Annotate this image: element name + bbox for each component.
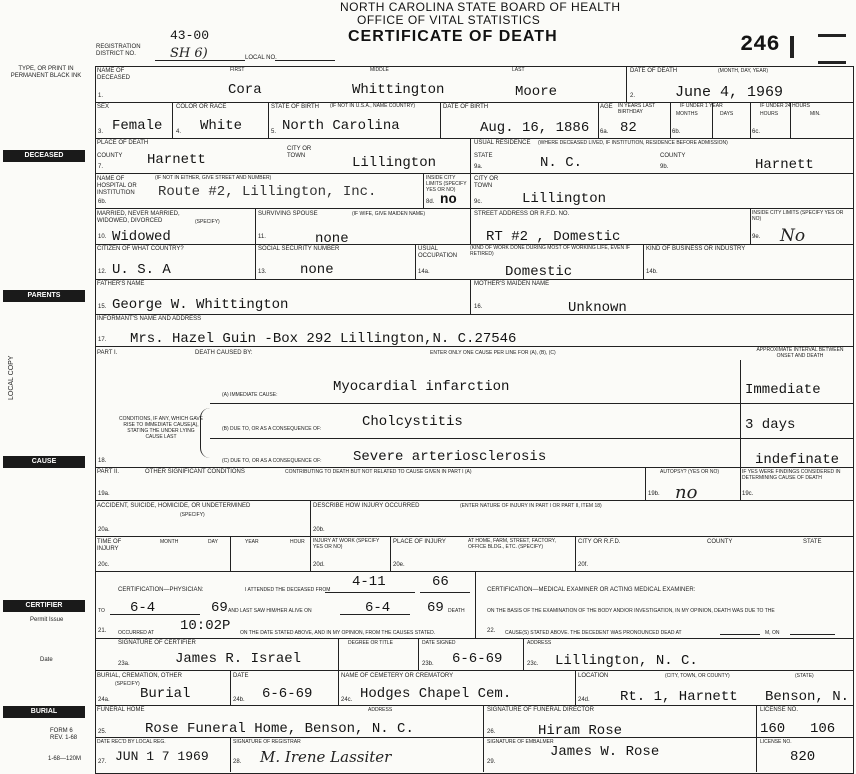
item-number: 6b. (98, 199, 107, 205)
registration-district-label: REGISTRATION DISTRICT NO. (96, 44, 141, 57)
embalmer-value: James W. Rose (550, 744, 660, 760)
place-of-injury-note: AT HOME, FARM, STREET, FACTORY, OFFICE BLDG., ETC. (SPECIFY) (468, 538, 556, 550)
section-cause-label: CAUSE (3, 456, 85, 468)
item-number: 1. (98, 93, 104, 99)
occupation-label: USUAL OCCUPATION (418, 246, 458, 259)
item-number: 9c. (474, 199, 483, 205)
middle-name-value: Whittington (352, 82, 445, 98)
location-label: LOCATION (578, 673, 609, 679)
inside-city-label-2: INSIDE CITY LIMITS (SPECIFY YES OR NO) (752, 210, 844, 222)
item-number: 9e. (752, 234, 761, 240)
death-word-label: DEATH (448, 608, 465, 614)
residence-county-value: Harnett (755, 157, 814, 173)
burial-date-value: 6-6-69 (262, 686, 313, 702)
item-number: 29. (487, 759, 496, 765)
last-name-value: Moore (515, 84, 558, 100)
item-number: 20f. (578, 562, 589, 568)
injury-state-label: STATE (803, 539, 822, 545)
burial-specify: (SPECIFY) (115, 681, 140, 687)
mother-label: MOTHER'S MAIDEN NAME (474, 281, 550, 287)
interval-c-value: indefinate (755, 452, 840, 468)
local-copy-label: LOCAL COPY (8, 355, 15, 400)
occupation-note: (KIND OF WORK DONE DURING MOST OF WORKING LIFE, EVEN IF RETIRED) (470, 245, 630, 257)
funeral-home-label: FUNERAL HOME (97, 707, 145, 713)
last-saw-year-value: 69 (427, 600, 444, 616)
last-saw-value: 6-4 (365, 600, 391, 616)
place-of-death-label: PLACE OF DEATH (97, 140, 149, 146)
item-number: 26. (487, 729, 496, 735)
injury-day-label: DAY (208, 539, 218, 545)
causes-stated-label: CAUSE(S) STATED ABOVE. THE DECEDENT WAS PRONOUNCED DEAD AT (505, 630, 682, 636)
item-number: 20c. (98, 562, 110, 568)
burial-label: BURIAL, CREMATION, OTHER (97, 673, 182, 679)
item-number: 8d. (426, 199, 435, 205)
item-number: 18. (98, 458, 107, 464)
item-number: 28. (233, 759, 242, 765)
conditions-bracket (200, 408, 211, 458)
section-certifier-label: CERTIFIER (3, 600, 85, 612)
sex-label: SEX (97, 104, 110, 110)
item-number: 24c. (341, 697, 353, 703)
permit-issue-label: Permit Issue (30, 617, 64, 623)
first-name-value: Cora (228, 82, 262, 98)
street-value: RT #2 , Domestic (486, 229, 621, 245)
due-to-c-label: (C) DUE TO, OR AS A CONSEQUENCE OF: (222, 458, 322, 464)
certificate-number-mark (790, 36, 794, 58)
attended-from-value: 4-11 (352, 574, 386, 590)
certificate-number-mark2 (818, 34, 846, 64)
item-number: 22. (487, 628, 496, 634)
cert-physician-label: CERTIFICATION—PHYSICIAN: (118, 587, 204, 593)
item-number: 3. (98, 129, 104, 135)
citizen-label: CITIZEN OF WHAT COUNTRY? (97, 246, 184, 252)
color-race-label: COLOR OR RACE (176, 104, 227, 110)
ssn-label: SOCIAL SECURITY NUMBER (258, 246, 340, 252)
days-label: DAYS (720, 111, 734, 117)
injury-hour-label: HOUR (290, 539, 305, 545)
item-number: 4. (176, 129, 182, 135)
form-code: 1-68—120M (48, 756, 82, 762)
last-label: LAST (512, 67, 525, 73)
last-saw-label: AND LAST SAW HIM/HER ALIVE ON (228, 608, 312, 614)
under-1-year-label: IF UNDER 1 YEAR (680, 103, 723, 109)
sig-embalmer-label: SIGNATURE OF EMBALMER (487, 739, 554, 745)
county-label: COUNTY (97, 153, 123, 159)
certifier-value: James R. Israel (175, 651, 302, 667)
min-label: MIN. (810, 111, 821, 117)
occurred-label: OCCURRED AT (118, 630, 155, 636)
attended-label: I ATTENDED THE DECEASED FROM (245, 587, 331, 593)
item-number: 25. (98, 729, 107, 735)
date-signed-label: DATE SIGNED (422, 640, 456, 646)
cause-b-value: Cholcystitis (362, 414, 463, 430)
location-state-label: (STATE) (795, 673, 814, 679)
state-of-birth-value: North Carolina (282, 118, 400, 134)
item-number: 6b. (672, 129, 681, 135)
state-label: STATE (474, 153, 493, 159)
item-number: 9b. (660, 164, 669, 170)
date-of-death-value: June 4, 1969 (675, 84, 784, 101)
item-number: 23b. (422, 661, 434, 667)
age-value: 82 (620, 120, 637, 136)
residence-city-label: CITY OR TOWN (474, 176, 499, 189)
board-heading: NORTH CAROLINA STATE BOARD OF HEALTH (340, 0, 621, 14)
item-number: 16. (474, 304, 483, 310)
item-number: 27. (98, 759, 107, 765)
age-label: AGE (600, 104, 613, 110)
citizen-value: U. S. A (112, 262, 171, 278)
registration-handwritten: SH 6) (170, 46, 208, 61)
item-number: 19a. (98, 491, 110, 497)
item-number: 20e. (393, 562, 405, 568)
hours-label: HOURS (760, 111, 779, 117)
attended-from-year-value: 66 (432, 574, 449, 590)
injury-note: (ENTER NATURE OF INJURY IN PART I OR PART II, ITEM 18) (460, 503, 602, 509)
registrar-signature: M. Irene Lassiter (260, 748, 392, 766)
date-of-birth-value: Aug. 16, 1886 (480, 120, 590, 136)
occupation-value: Domestic (505, 264, 573, 280)
name-label: NAME OF DECEASED (97, 68, 131, 81)
location-note: (CITY, TOWN, OR COUNTY) (665, 673, 730, 679)
residence-city-value: Lillington (522, 191, 607, 207)
other-conditions-label: OTHER SIGNIFICANT CONDITIONS (145, 469, 245, 475)
date-signed-value: 6-6-69 (452, 651, 503, 667)
item-number: 23c. (527, 661, 539, 667)
item-number: 12. (98, 269, 107, 275)
local-no-label: LOCAL NO. (245, 55, 277, 61)
inside-city-label: INSIDE CITY LIMITS (SPECIFY YES OR NO) (426, 175, 467, 193)
informant-value: Mrs. Hazel Guin -Box 292 Lillington,N. C.27546 (130, 331, 517, 347)
father-value: George W. Whittington (112, 297, 289, 313)
director-value: Hiram Rose (538, 723, 623, 739)
item-number: 24d. (578, 697, 590, 703)
item-number: 7. (98, 164, 104, 170)
location-value: Rt. 1, Harnett (620, 689, 738, 705)
injury-county-label: COUNTY (707, 539, 733, 545)
state-of-birth-label: STATE OF BIRTH (271, 104, 320, 110)
date-of-death-label: DATE OF DEATH (630, 68, 678, 74)
middle-label: MIDDLE (370, 67, 389, 73)
hospital-value: Route #2, Lillington, Inc. (158, 184, 377, 200)
license-2-label: LICENSE NO. (760, 739, 792, 745)
date-of-death-format: (MONTH, DAY, YEAR) (718, 68, 769, 74)
inside-city-value-2: No (780, 226, 806, 246)
part-2-label: PART II. (97, 469, 120, 475)
certificate-title: CERTIFICATE OF DEATH (348, 28, 558, 45)
ink-instruction: TYPE, OR PRINT IN PERMANENT BLACK INK (10, 66, 82, 79)
marital-value: Widowed (112, 229, 171, 245)
burial-date-label: DATE (233, 673, 249, 679)
license-2-value: 820 (790, 749, 816, 765)
marital-specify: (SPECIFY) (195, 219, 220, 225)
usual-residence-label: USUAL RESIDENCE (474, 140, 531, 146)
interval-b-value: 3 days (745, 417, 796, 433)
due-to-b-label: (B) DUE TO, OR AS A CONSEQUENCE OF: (222, 426, 322, 432)
to-date-value: 6-4 (130, 600, 156, 616)
part-1-label: PART I. (97, 350, 118, 356)
under-24-hours-label: IF UNDER 24 HOURS (760, 103, 811, 109)
item-number: 5. (271, 129, 277, 135)
cemetery-value: Hodges Chapel Cem. (360, 686, 512, 702)
street-label: STREET ADDRESS OR R.F.D. NO. (474, 211, 570, 217)
date-received-label: DATE REC'D BY LOCAL REG. (97, 739, 166, 745)
cause-c-value: Severe arteriosclerosis (353, 449, 547, 465)
cert-examiner-label: CERTIFICATION—MEDICAL EXAMINER OR ACTING MEDICAL EXAMINER: (487, 587, 696, 593)
item-number: 24a. (98, 697, 110, 703)
item-number: 9a. (474, 164, 483, 170)
residence-state-value: N. C. (540, 155, 583, 171)
item-number: 13. (258, 269, 267, 275)
other-conditions-note: CONTRIBUTING TO DEATH BUT NOT RELATED TO CAUSE GIVEN IN PART I (A) (285, 469, 472, 475)
informant-label: INFORMANT'S NAME AND ADDRESS (97, 316, 202, 322)
accident-specify: (SPECIFY) (180, 512, 205, 518)
county-of-death-value: Harnett (147, 152, 206, 168)
ssn-value: none (300, 262, 334, 278)
item-number: 20a. (98, 527, 110, 533)
describe-injury-label: DESCRIBE HOW INJURY OCCURRED (313, 503, 420, 509)
cause-a-value: Myocardial infarction (333, 379, 510, 395)
city-of-death-value: Lillington (352, 155, 437, 171)
office-heading: OFFICE OF VITAL STATISTICS (357, 13, 541, 27)
form-number: FORM 6 REV. 1-68 (50, 728, 78, 741)
item-number: 23a. (118, 661, 130, 667)
autopsy-label: AUTOPSY? (YES OR NO) (660, 469, 720, 475)
hospital-note: (IF NOT IN EITHER, GIVE STREET AND NUMBER) (155, 175, 272, 181)
item-number: 20b. (313, 527, 325, 533)
registration-district-value: 43-00 (170, 28, 210, 43)
father-label: FATHER'S NAME (97, 281, 145, 287)
degree-label: DEGREE OR TITLE (348, 640, 393, 646)
injury-city-label: CITY OR R.F.D. (578, 539, 621, 545)
place-of-injury-label: PLACE OF INJURY (393, 539, 446, 545)
date-of-birth-label: DATE OF BIRTH (443, 104, 489, 110)
item-number: 17. (98, 337, 107, 343)
m-on-label: M, ON (765, 630, 780, 636)
item-number: 21. (98, 628, 107, 634)
license-value: 160 (760, 721, 786, 737)
certificate-number: 246 (740, 32, 780, 57)
item-number: 24b. (233, 697, 245, 703)
item-number: 14b. (646, 269, 658, 275)
item-number: 19b. (648, 491, 660, 497)
marital-label: MARRIED, NEVER MARRIED, WIDOWED, DIVORCED (97, 211, 180, 224)
business-label: KIND OF BUSINESS OR INDUSTRY (646, 246, 746, 252)
spouse-note: (IF WIFE, GIVE MAIDEN NAME) (352, 211, 426, 217)
section-deceased-label: DECEASED (3, 150, 85, 162)
cemetery-label: NAME OF CEMETERY OR CREMATORY (341, 673, 454, 679)
to-year-value: 69 (211, 600, 228, 616)
item-number: 14a. (418, 269, 430, 275)
occurred-time-value: 10:02P (180, 618, 231, 634)
death-caused-label: DEATH CAUSED BY: (195, 350, 253, 356)
item-number: 15. (98, 304, 107, 310)
interval-a-value: Immediate (745, 382, 821, 398)
item-number: 11. (258, 234, 266, 240)
burial-value: Burial (140, 686, 191, 702)
interval-label: APPROXIMATE INTERVAL BETWEEN ONSET AND DEATH (756, 347, 844, 359)
item-number: 2. (630, 93, 636, 99)
first-label: FIRST (230, 67, 245, 73)
funeral-home-value: Rose Funeral Home, Benson, N. C. (145, 721, 414, 737)
injury-year-label: YEAR (245, 539, 259, 545)
injury-month-label: MONTH (160, 539, 179, 545)
if-yes-label: IF YES WERE FINDINGS CONSIDERED IN DETERMINING CAUSE OF DEATH (742, 469, 841, 481)
time-of-injury-label: TIME OF INJURY (97, 539, 122, 552)
sig-director-label: SIGNATURE OF FUNERAL DIRECTOR (487, 707, 594, 713)
cert-address-label: ADDRESS (527, 640, 552, 646)
residence-note: (WHERE DECEASED LIVED, IF INSTITUTION, RESIDENCE BEFORE ADMISSION) (538, 140, 728, 146)
one-cause-note: ENTER ONLY ONE CAUSE PER LINE FOR (A), (B), (C) (430, 350, 556, 356)
date-side-label: Date (40, 657, 53, 663)
race-value: White (200, 118, 243, 134)
sig-registrar-label: SIGNATURE OF REGISTRAR (233, 739, 301, 745)
city-town-label: CITY OR TOWN (287, 146, 312, 159)
occurred-note: ON THE DATE STATED ABOVE, AND IN MY OPINION, FROM THE CAUSES STATED. (240, 630, 436, 636)
examiner-note: ON THE BASIS OF THE EXAMINATION OF THE BODY AND/OR INVESTIGATION, IN MY OPINION, DEATH WAS DUE TO THE (487, 608, 775, 614)
item-number: 6c. (752, 129, 761, 135)
conditions-label: CONDITIONS, IF ANY, WHICH GAVE RISE TO IMMEDIATE CAUSE(A), STATING THE UNDER LYING CAUSE LAST (119, 416, 203, 440)
sex-value: Female (112, 118, 163, 134)
months-label: MONTHS (676, 111, 698, 117)
spouse-label: SURVIVING SPOUSE (258, 211, 318, 217)
sig-certifier-label: SIGNATURE OF CERTIFIER (118, 640, 196, 646)
accident-label: ACCIDENT, SUICIDE, HOMICIDE, OR UNDETERMINED (97, 503, 251, 509)
spouse-value: none (315, 231, 349, 247)
residence-county-label: COUNTY (660, 153, 686, 159)
item-number: 10. (98, 234, 107, 240)
section-burial-label: BURIAL (3, 706, 85, 718)
to-label: TO (98, 608, 105, 614)
hospital-label: NAME OF HOSPITAL OR INSTITUTION (97, 176, 137, 196)
item-number: 20d. (313, 562, 325, 568)
state-of-birth-note: (IF NOT IN U.S.A., NAME COUNTRY) (330, 103, 416, 109)
license-value-b: 106 (810, 721, 836, 737)
age-years-label: IN YEARS LAST BIRTHDAY (618, 103, 656, 115)
item-number: 6a. (600, 129, 609, 135)
item-number: 19c. (742, 491, 754, 497)
cert-address-value: Lillington, N. C. (555, 653, 698, 669)
location-state-value: Benson, N. (765, 689, 850, 705)
fh-address-label: ADDRESS (368, 707, 393, 713)
section-parents-label: PARENTS (3, 290, 85, 302)
date-received-value: JUN 1 7 1969 (115, 749, 209, 764)
license-label: LICENSE NO. (760, 707, 799, 713)
inside-city-value: no (440, 192, 457, 208)
immediate-cause-label: (A) IMMEDIATE CAUSE: (222, 392, 278, 398)
injury-at-work-label: INJURY AT WORK (SPECIFY YES OR NO) (313, 538, 380, 550)
autopsy-value: no (675, 482, 698, 503)
mother-value: Unknown (568, 300, 627, 316)
